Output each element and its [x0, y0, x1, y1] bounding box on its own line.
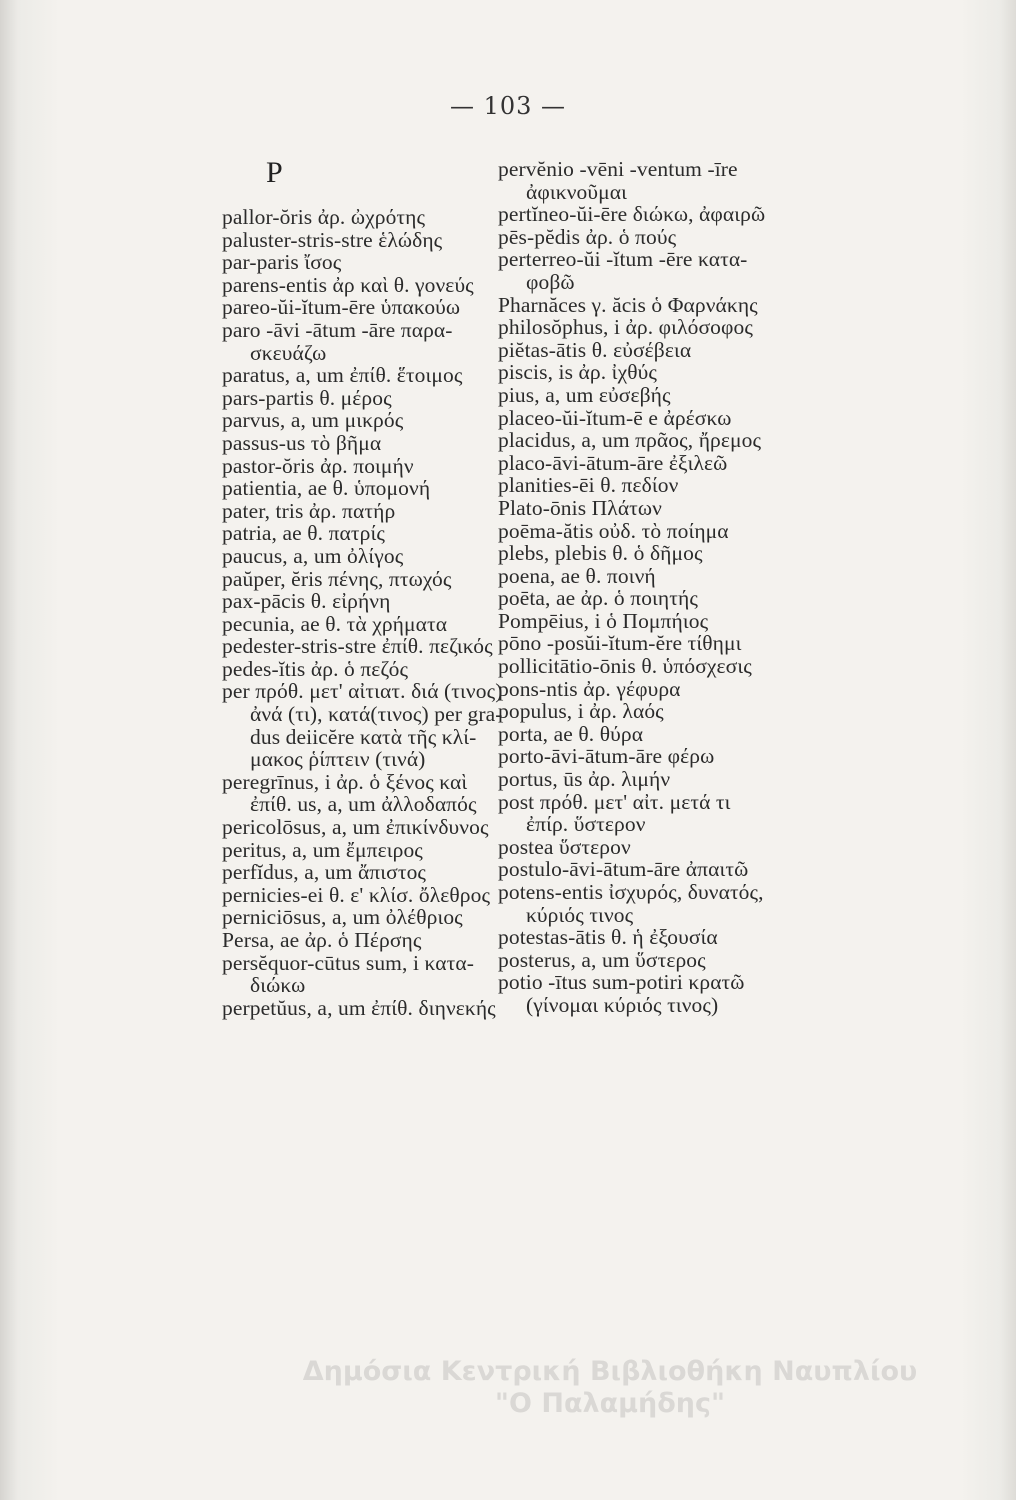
right-column [498, 158, 798, 1017]
dictionary-entry: planities-ēi θ. πεδίον [498, 473, 679, 498]
dictionary-entry: Pompēius, i ὁ Πομπήιος [498, 608, 709, 633]
dictionary-entry-continuation: (γίνομαι κύριός τινος) [526, 992, 719, 1017]
dictionary-entry-continuation: κύριός τινος [526, 902, 634, 927]
dictionary-entry: parens-entis ἀρ καὶ θ. γονεύς [222, 272, 474, 297]
dictionary-entry: populus, i ἀρ. λαός [498, 699, 664, 724]
dictionary-entry-continuation: μακος ῥίπτειν (τινά) [250, 747, 426, 772]
dictionary-entry: pons-ntis ἀρ. γέφυρα [498, 676, 681, 701]
dictionary-entry: Pharnăces γ. ăcis ὁ Φαρνάκης [498, 292, 758, 317]
dictionary-entry: pēs-pĕdis ἀρ. ὁ πούς [498, 224, 677, 249]
dictionary-entry: Persa, ae ἀρ. ὁ Πέρσης [222, 928, 422, 952]
dictionary-entry: pedes-ĭtis ἀρ. ὁ πεζός [222, 656, 409, 681]
dictionary-entry-continuation: ἀφικνοῦμαι [526, 179, 627, 204]
left-entries-list [222, 205, 503, 1020]
dictionary-entry: pericolōsus, a, um ἐπικίνδυνος [222, 815, 489, 840]
dictionary-entry: pedester-stris-stre ἐπίθ. πεζικός [222, 634, 493, 659]
dictionary-entry: per πρόθ. μετ' αἰτιατ. διά (τινος) [222, 679, 503, 704]
dictionary-entry-continuation: ἀνά (τι), κατά(τινος) per gra- [250, 702, 503, 727]
dictionary-entry: pars-partis θ. μέρος [222, 385, 392, 410]
dictionary-entry: perfĭdus, a, um ἄπιστος [222, 860, 427, 885]
dictionary-entry: pastor-ŏris ἀρ. ποιμήν [222, 453, 414, 478]
dictionary-entry: post πρόθ. μετ' αἰτ. μετά τι [498, 789, 731, 814]
dictionary-entry-continuation: σκευάζω [250, 340, 327, 365]
dictionary-entry: piĕtas-ātis θ. εὐσέβεια [498, 337, 692, 362]
dictionary-entry: patria, ae θ. πατρίς [222, 521, 385, 546]
page-number: — 103 — [449, 92, 567, 120]
section-letter: P [266, 156, 283, 189]
stamp-line-2: "Ο Παλαμήδης" [494, 1388, 726, 1419]
dictionary-entry: pallor-ŏris ἀρ. ὠχρότης [222, 205, 426, 229]
stamp-line-1: Δημόσια Κεντρική Βιβλιοθήκη Ναυπλίου [302, 1356, 918, 1387]
dictionary-entry: persĕquor-cūtus sum, i κατα- [222, 950, 474, 975]
dictionary-entry: Plato-ōnis Πλάτων [498, 495, 662, 520]
dictionary-entry-continuation: διώκω [250, 973, 306, 998]
dictionary-entry: perniciōsus, a, um ὀλέθριος [222, 905, 463, 930]
dictionary-entry: pernicies-ei θ. ε' κλίσ. ὄλεθρος [222, 882, 491, 907]
dictionary-entry-continuation: ἐπίθ. us, a, um ἀλλοδαπός [250, 792, 477, 817]
dictionary-entry: placidus, a, um πρᾶος, ἤρεμος [498, 428, 762, 453]
dictionary-entry: postea ὕστερον [498, 834, 631, 859]
dictionary-entry: placo-āvi-ātum-āre ἐξιλεῶ [498, 450, 728, 475]
dictionary-entry: posterus, a, um ὕστερος [498, 947, 706, 972]
dictionary-entry: parvus, a, um μικρός [222, 408, 404, 433]
dictionary-entry: pius, a, um εὐσεβής [498, 382, 671, 407]
dictionary-entry: passus-us τὸ βῆμα [222, 430, 382, 455]
dictionary-entry: philosŏphus, i ἀρ. φιλόσοφος [498, 315, 753, 340]
dictionary-entry: poena, ae θ. ποινή [498, 563, 656, 588]
dictionary-entry: porto-āvi-ātum-āre φέρω [498, 744, 715, 769]
dictionary-entry: porta, ae θ. θύρα [498, 721, 644, 746]
dictionary-entry: postulo-āvi-ātum-āre ἀπαιτῶ [498, 857, 749, 882]
left-column [222, 156, 503, 1020]
dictionary-entry: par-paris ἴσος [222, 250, 342, 275]
dictionary-entry: pareo-ŭi-ĭtum-ēre ὑπακούω [222, 295, 461, 320]
dictionary-entry: paratus, a, um ἐπίθ. ἕτοιμος [222, 363, 463, 388]
dictionary-entry: pōno -posŭi-ĭtum-ĕre τίθημι [498, 631, 742, 656]
dictionary-entry-continuation: dus deiicĕre κατὰ τῆς κλί- [250, 724, 477, 749]
dictionary-entry: pecunia, ae θ. τὰ χρήματα [222, 611, 448, 636]
dictionary-entry: peregrīnus, i ἀρ. ὁ ξένος καὶ [222, 769, 468, 794]
dictionary-entry: placeo-ŭi-ĭtum-ē e ἀρέσκω [498, 405, 732, 430]
dictionary-entry: patientia, ae θ. ὑπομονή [222, 476, 431, 501]
dictionary-entry: poēta, ae ἀρ. ὁ ποιητής [498, 586, 698, 611]
dictionary-entry: paluster-stris-stre ἑλώδης [222, 227, 443, 252]
dictionary-entry-continuation: φοβῶ [526, 269, 575, 294]
dictionary-entry: pax-pācis θ. εἰρήνη [222, 589, 391, 614]
dictionary-entry-continuation: ἐπίρ. ὕστερον [526, 812, 646, 837]
dictionary-entry: paro -āvi -ātum -āre παρα- [222, 317, 453, 342]
dictionary-entry: paucus, a, um ὀλίγος [222, 543, 404, 568]
dictionary-entry: pervĕnio -vēni -ventum -īre [498, 157, 738, 181]
dictionary-entry: potens-entis ἰσχυρός, δυνατός, [498, 880, 764, 904]
library-stamp [230, 1356, 990, 1420]
right-entries-list [498, 158, 798, 1017]
dictionary-entry: pertĭneo-ŭi-ēre διώκω, ἀφαιρῶ [498, 202, 766, 227]
dictionary-entry: potio -ītus sum-potiri κρατῶ [498, 970, 745, 995]
dictionary-entry: portus, ūs ἀρ. λιμήν [498, 767, 671, 792]
dictionary-entry: paŭper, ĕris πένης, πτωχός [222, 566, 452, 591]
dictionary-entry: poēma-ătis οὐδ. τὸ ποίημα [498, 518, 729, 543]
dictionary-entry: pollicitātio-ōnis θ. ὑπόσχεσις [498, 654, 752, 679]
dictionary-entry: perterreo-ŭi -ĭtum -ēre κατα- [498, 247, 748, 272]
dictionary-entry: plebs, plebis θ. ὁ δῆμος [498, 541, 703, 566]
dictionary-entry: potestas-ātis θ. ἡ ἐξουσία [498, 925, 718, 950]
dictionary-entry: peritus, a, um ἔμπειρος [222, 837, 423, 862]
dictionary-entry: perpetŭus, a, um ἐπίθ. διηνεκής [222, 995, 496, 1020]
dictionary-entry: piscis, is ἀρ. ἰχθύς [498, 360, 657, 385]
dictionary-entry: pater, tris ἀρ. πατήρ [222, 498, 396, 523]
